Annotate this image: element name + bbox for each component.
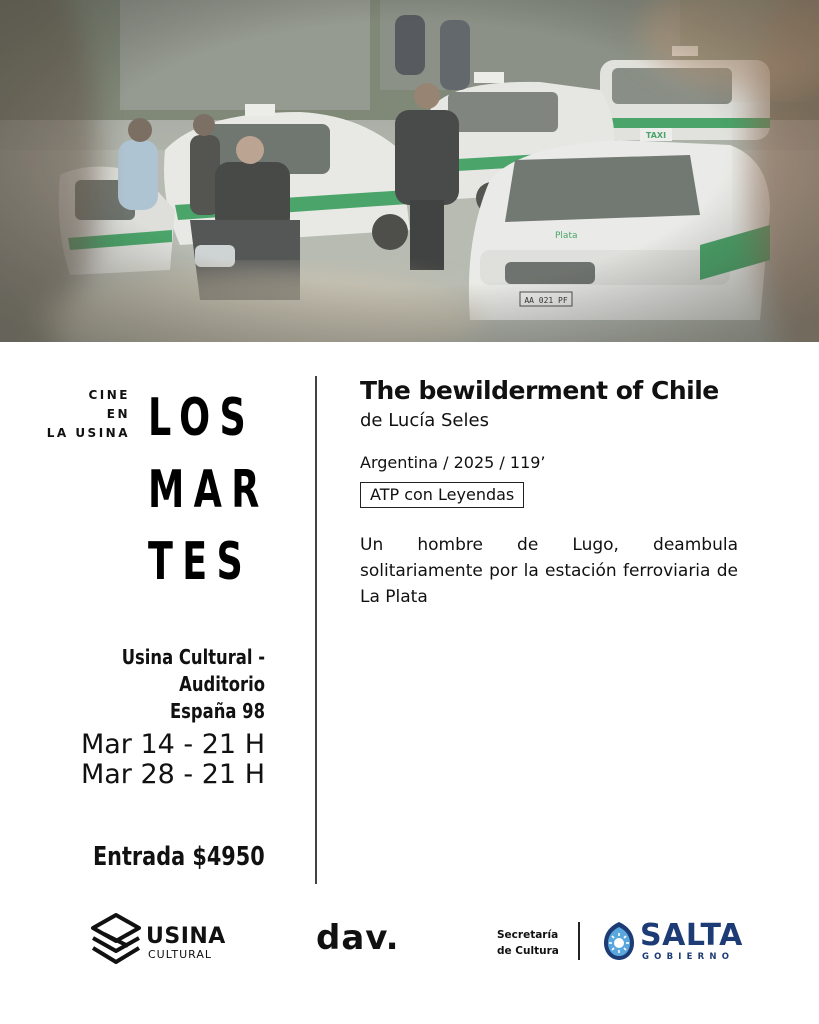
gobierno-wordmark: GOBIERNO <box>642 952 735 962</box>
venue-line-2: España 98 <box>169 699 265 723</box>
salta-wordmark: SALTA <box>640 918 743 953</box>
film-meta: Argentina / 2025 / 119’ <box>360 453 546 472</box>
date-1: Mar 14 - 21 H <box>80 729 265 760</box>
film-director: de Lucía Seles <box>360 410 489 431</box>
ticket-price-text: Entrada $4950 <box>93 842 265 872</box>
film-title: The bewilderment of Chile <box>360 376 719 405</box>
series-title <box>148 382 278 598</box>
title-line-1: LOS <box>148 388 256 448</box>
prefix-line-3: LA USINA <box>46 426 130 440</box>
series-prefix <box>47 386 130 443</box>
film-synopsis: Un hombre de Lugo, deambula solitariamente por la estación ferroviaria de La Plata <box>360 535 738 607</box>
logo-separator <box>578 922 580 960</box>
title-line-3: TES <box>148 532 253 592</box>
usina-logo-icon <box>90 912 142 966</box>
venue <box>0 644 265 725</box>
ticket-price <box>50 842 265 872</box>
title-line-2: MAR <box>148 460 269 520</box>
prefix-line-2: EN <box>106 407 130 421</box>
date-2: Mar 28 - 21 H <box>80 759 265 790</box>
usina-logo <box>90 912 240 968</box>
secretaria-line-1: Secretaría <box>497 929 559 941</box>
column-divider <box>315 376 317 884</box>
screening-dates <box>81 730 265 790</box>
film-rating-badge: ATP con Leyendas <box>360 482 524 508</box>
salta-sun-icon <box>602 921 636 961</box>
hero-photo <box>0 0 819 342</box>
prefix-line-1: CINE <box>88 388 130 402</box>
dav-logo: dav. <box>316 918 400 958</box>
taxi-street-scene <box>0 0 819 342</box>
usina-subtitle: CULTURAL <box>148 948 212 961</box>
salta-logo <box>602 918 752 966</box>
secretaria-line-2: de Cultura <box>497 945 559 957</box>
secretaria-label <box>497 927 559 959</box>
venue-line-1: Usina Cultural - Auditorio <box>121 645 266 696</box>
usina-wordmark: USINA <box>146 924 226 949</box>
